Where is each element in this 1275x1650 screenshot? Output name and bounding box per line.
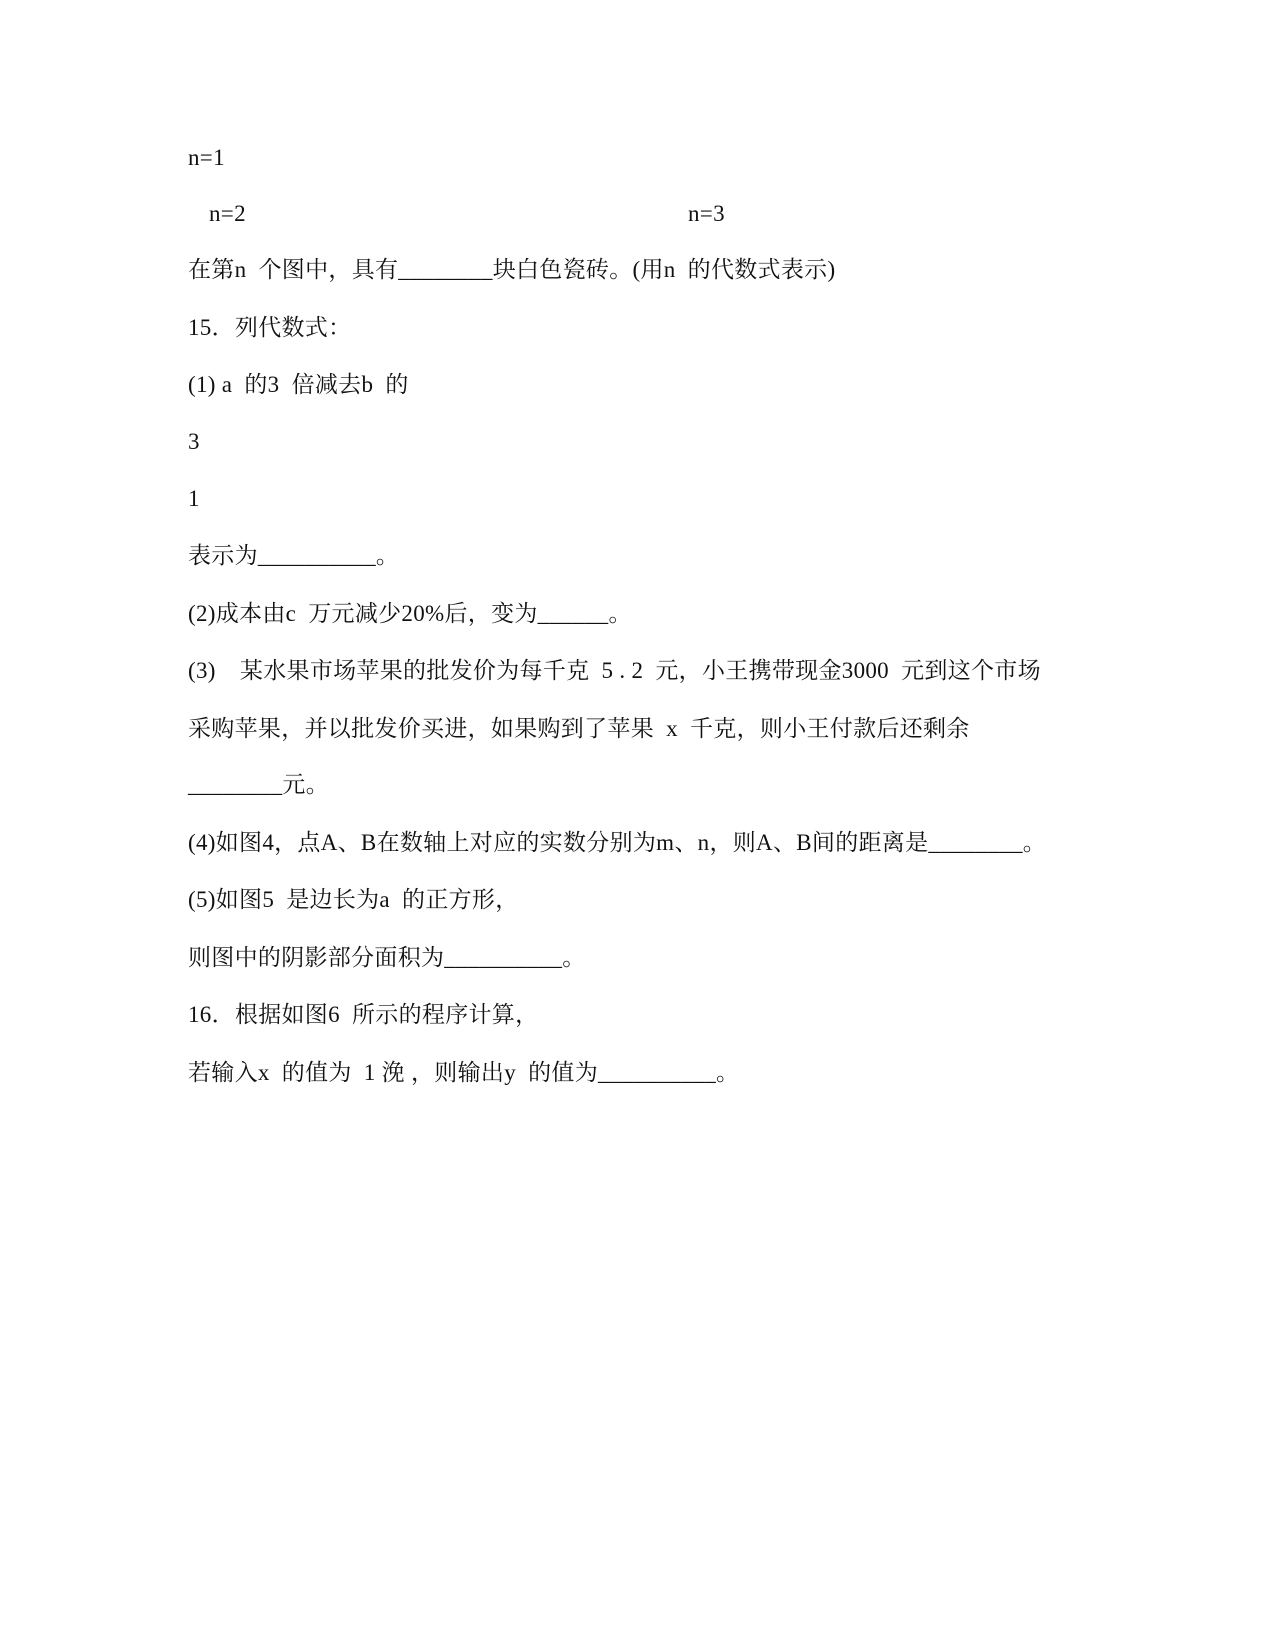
figure-label-n3: n=3 xyxy=(688,201,725,226)
question-15-part1-answer: 表示为__________。 xyxy=(188,543,400,568)
question-15-part3-answer: ________元。 xyxy=(188,772,329,797)
question-15-part4: (4)如图4，点A、B在数轴上对应的实数分别为m、n，则A、B间的距离是________。 xyxy=(188,830,1047,855)
figure-label-n2: n=2 xyxy=(209,201,246,226)
question-15-part5: (5)如图5 是边长为a 的正方形， xyxy=(188,887,519,912)
question-14-text: 在第n 个图中，具有________块白色瓷砖。(用n 的代数式表示) xyxy=(188,257,836,282)
question-16-answer: 若输入x 的值为 1 浼 ，则输出y 的值为__________。 xyxy=(188,1060,740,1085)
figure-label-n1: n=1 xyxy=(188,145,225,170)
question-15-part1: (1) a 的3 倍减去b 的 xyxy=(188,372,409,397)
question-15-part3-line2: 采购苹果，并以批发价买进，如果购到了苹果 x 千克，则小王付款后还剩余 xyxy=(188,716,970,741)
fraction-numerator: 1 xyxy=(188,486,200,511)
question-15-part5-answer: 则图中的阴影部分面积为__________。 xyxy=(188,945,586,970)
fraction-denominator: 3 xyxy=(188,429,200,454)
question-16-heading: 16．根据如图6 所示的程序计算， xyxy=(188,1002,539,1027)
question-15-part2: (2)成本由c 万元减少20%后，变为______。 xyxy=(188,601,632,626)
question-15-part3-line1: (3) 某水果市场苹果的批发价为每千克 5 . 2 元，小王携带现金3000 元到这个市场 xyxy=(188,658,1041,683)
question-15-heading: 15．列代数式： xyxy=(188,315,352,340)
